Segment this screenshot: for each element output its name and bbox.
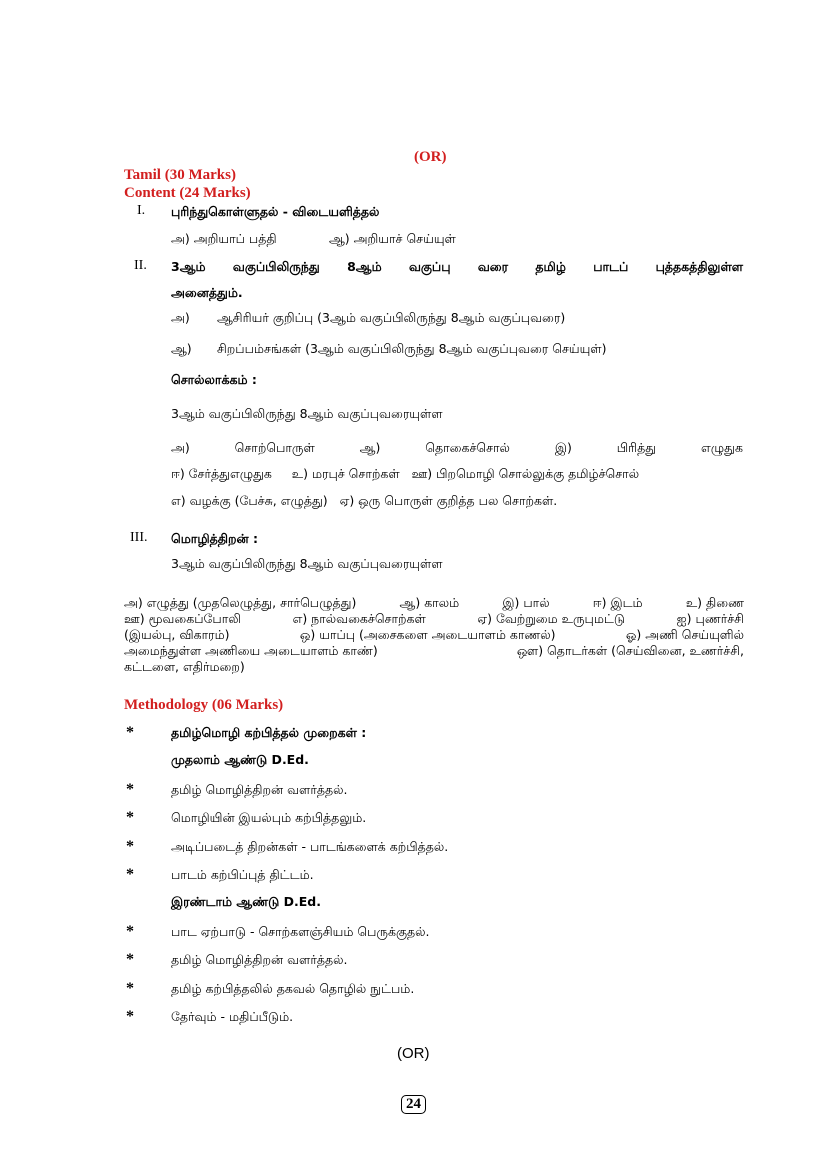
bullet-icon: * <box>126 980 134 997</box>
grammar-item: எ) நால்வகைச்சொற்கள் <box>292 611 426 626</box>
year-1-item: தமிழ் மொழித்திறன் வளர்த்தல். <box>171 782 348 797</box>
section-2-title-word: தமிழ் <box>535 259 566 274</box>
bullet-icon: * <box>126 724 134 741</box>
grammar-item: (இயல்பு, விகாரம்) <box>124 627 230 642</box>
section-2-number: II. <box>134 258 147 273</box>
section-3-number: III. <box>130 530 148 545</box>
vocab-item: அ) <box>171 440 190 455</box>
methodology-heading: Methodology (06 Marks) <box>124 697 284 713</box>
or-divider-top: (OR) <box>414 149 447 165</box>
section-2-title-word: புத்தகத்திலுள்ள <box>655 259 743 274</box>
grammar-item: ஔ) தொடர்கள் (செய்வினை, உணர்ச்சி, <box>516 643 744 658</box>
vocabulary-row-2: ஈ) சேர்த்துஎழுதுக உ) மரபுச் சொற்கள் ஊ) பிறமொழி சொல்லுக்கு தமிழ்ச்சொல் <box>171 466 640 481</box>
vocab-item: ஆ) <box>359 440 381 455</box>
bullet-icon: * <box>126 781 134 798</box>
vocabulary-row-3: எ) வழக்கு (பேச்சு, எழுத்து) ஏ) ஒரு பொருள் குறித்த பல சொற்கள். <box>171 493 558 508</box>
methodology-title: தமிழ்மொழி கற்பித்தல் முறைகள் : <box>171 725 367 740</box>
section-3-range: 3ஆம் வகுப்பிலிருந்து 8ஆம் வகுப்புவரையுள்ள <box>171 556 443 571</box>
grammar-item: ஒ) யாப்பு (அசைகளை அடையாளம் காணல்) <box>299 627 556 642</box>
section-2-title-word: வகுப்பிலிருந்து <box>232 259 320 274</box>
section-2-title-continued: அனைத்தும். <box>171 285 243 300</box>
vocab-item: சொற்பொருள் <box>234 440 315 455</box>
grammar-item: ஓ) அணி செய்யுளில் <box>625 627 744 642</box>
vocabulary-range: 3ஆம் வகுப்பிலிருந்து 8ஆம் வகுப்புவரையுள்ள <box>171 406 443 421</box>
section-2-title-word: வரை <box>477 259 509 274</box>
grammar-item: கட்டளை, எதிர்மறை) <box>124 659 245 674</box>
or-divider-bottom: (OR) <box>397 1045 430 1062</box>
year-2-heading <box>171 894 321 911</box>
content-marks-heading: Content (24 Marks) <box>124 185 251 201</box>
section-2-b-label: ஆ) <box>171 341 192 356</box>
year-2-item: தேர்வும் - மதிப்பீடும். <box>171 1009 294 1024</box>
year-1-item: அடிப்படைத் திறன்கள் - பாடங்களைக் கற்பித்தல். <box>171 839 449 854</box>
grammar-item: ஐ) புணர்ச்சி <box>676 611 744 626</box>
section-2-title-word: வகுப்பு <box>408 259 451 274</box>
year-2-item: பாட ஏற்பாடு - சொற்களஞ்சியம் பெருக்குதல். <box>171 924 430 939</box>
tamil-marks-heading: Tamil (30 Marks) <box>124 167 236 183</box>
vocab-item: பிரித்து <box>616 440 657 455</box>
bullet-icon: * <box>126 951 134 968</box>
year-1-item: மொழியின் இயல்பும் கற்பித்தலும். <box>171 810 367 825</box>
bullet-icon: * <box>126 866 134 883</box>
section-3-title: மொழித்திறன் : <box>171 531 258 546</box>
grammar-item: இ) பால் <box>502 595 550 610</box>
vocab-item: எழுதுக <box>701 440 743 455</box>
vocab-item: இ) <box>554 440 572 455</box>
grammar-line <box>124 659 744 675</box>
bullet-icon: * <box>126 923 134 940</box>
grammar-line <box>124 643 744 659</box>
vocab-item: தொகைச்சொல் <box>425 440 510 455</box>
bullet-icon: * <box>126 809 134 826</box>
section-1-title: புரிந்துகொள்ளுதல் - விடையளித்தல் <box>171 204 380 219</box>
page-number: 24 <box>401 1095 426 1114</box>
year-2-label: இரண்டாம் ஆண்டு D.Ed. <box>171 894 321 909</box>
grammar-line <box>124 611 744 627</box>
grammar-item: ஏ) வேற்றுமை உருபுமட்டு <box>477 611 626 626</box>
grammar-item: உ) திணை <box>685 595 744 610</box>
grammar-item: அமைந்துள்ள அணியை அடையாளம் காண்) <box>124 643 378 658</box>
vocabulary-row-1 <box>171 440 743 457</box>
section-2-title-word: 3ஆம் <box>171 259 206 274</box>
section-1-item-a: அ) அறியாப் பத்தி <box>171 231 277 246</box>
section-2-a-text: ஆசிரியர் குறிப்பு (3ஆம் வகுப்பிலிருந்து 8ஆம் வகுப்புவரை) <box>217 310 566 325</box>
section-2-title-word: 8ஆம் <box>347 259 382 274</box>
year-2-item: தமிழ் கற்பித்தலில் தகவல் தொழில் நுட்பம். <box>171 981 415 996</box>
year-1-label: முதலாம் ஆண்டு D.Ed. <box>171 752 309 767</box>
grammar-item: ஈ) இடம் <box>592 595 643 610</box>
grammar-paragraph <box>124 595 744 675</box>
bullet-icon: * <box>126 1008 134 1025</box>
section-2-title-word: பாடப் <box>593 259 629 274</box>
grammar-line <box>124 595 744 611</box>
grammar-line <box>124 627 744 643</box>
grammar-item: அ) எழுத்து (முதலெழுத்து, சார்பெழுத்து) <box>124 595 357 610</box>
bullet-icon: * <box>126 838 134 855</box>
section-2-b-text: சிறப்பம்சங்கள் (3ஆம் வகுப்பிலிருந்து 8ஆம் வகுப்புவரை செய்யுள்) <box>217 341 607 356</box>
vocabulary-title: சொல்லாக்கம் : <box>171 372 257 387</box>
grammar-item: ஆ) காலம் <box>399 595 460 610</box>
section-1-number: I. <box>137 203 146 218</box>
year-1-heading <box>171 752 309 769</box>
grammar-item: ஊ) மூவகைப்போலி <box>124 611 241 626</box>
section-2-title <box>171 259 743 276</box>
year-1-item: பாடம் கற்பிப்புத் திட்டம். <box>171 867 314 882</box>
section-1-item-b: ஆ) அறியாச் செய்யுள் <box>329 231 456 246</box>
section-2-a-label: அ) <box>171 310 190 325</box>
year-2-item: தமிழ் மொழித்திறன் வளர்த்தல். <box>171 952 348 967</box>
